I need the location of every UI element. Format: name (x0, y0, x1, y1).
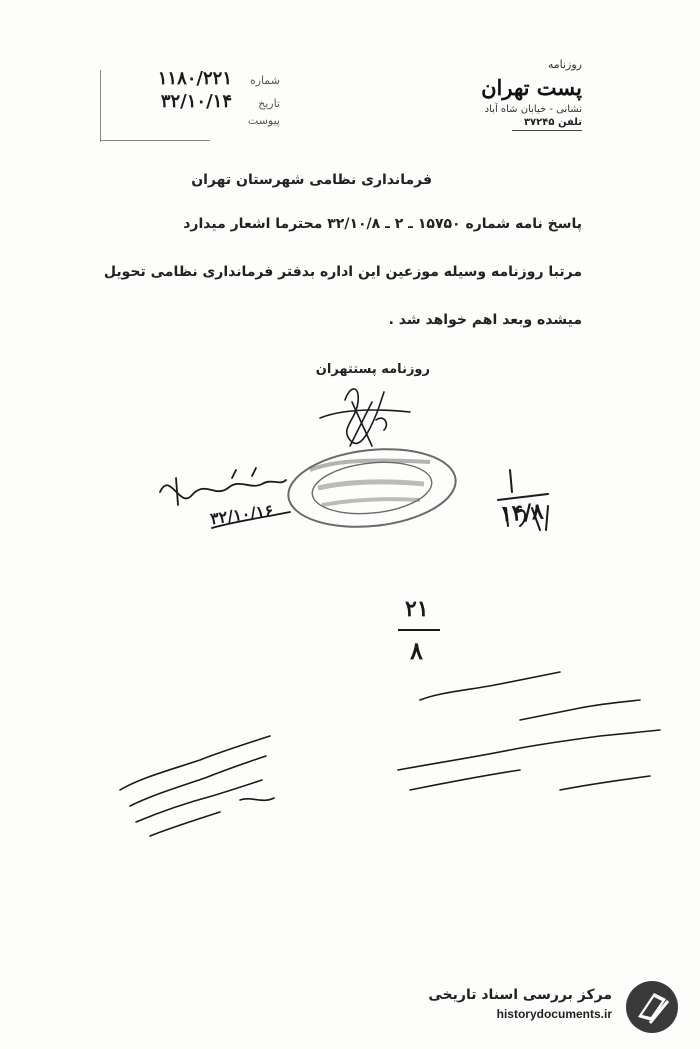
archive-watermark (380, 979, 680, 1039)
letterhead-address: نشانی - خیابان شاه آباد (484, 104, 582, 115)
bottom-left-note (120, 736, 274, 836)
rubber-stamp (284, 441, 459, 534)
handwritten-date-note: ۳۲/۱۰/۱۶ (208, 500, 275, 529)
addressee: فرمانداری نظامی شهرستان تهران (191, 172, 432, 188)
archive-url[interactable]: historydocuments.ir (496, 1007, 612, 1021)
letterhead-name: پست تهران (481, 75, 582, 100)
letterhead-label: روزنامه (547, 58, 582, 71)
reference-number-value: ۱۱۸۰/۲۲۱ (157, 68, 232, 89)
body-line-3: میشده وبعد اهم خواهد شد . (388, 312, 582, 328)
body-line-1: پاسخ نامه شماره ۱۵۷۵۰ ـ ۲ ـ ۳۲/۱۰/۸ محترما اشعار میدارد (183, 216, 582, 232)
signature-name: روزنامه پستتهران (315, 362, 430, 377)
signature-mark (320, 389, 410, 446)
reference-date-label: تاریخ (258, 97, 280, 110)
handwritten-fraction-bottom: ۸ (410, 636, 423, 665)
letterhead-phone: تلفن ۳۷۲۴۵ (523, 117, 582, 128)
archive-watermark-text (428, 987, 612, 1021)
reference-attachment-label: پیوست (247, 114, 280, 127)
archive-logo-icon (624, 979, 680, 1035)
reference-date-value: ۳۲/۱۰/۱۴ (160, 91, 232, 112)
handwritten-fraction-top: ۲۱ (405, 596, 429, 622)
handwritten-fraction-left: ۱۴/۸ (499, 498, 545, 528)
reference-number-label: شماره (249, 74, 280, 87)
body-line-2: مرتبا روزنامه وسیله موزعین این اداره بدفتر فرمانداری نظامی تحویل (103, 264, 582, 280)
archive-title: مرکز بررسی اسناد تاریخی (428, 987, 612, 1003)
bottom-right-note (398, 672, 660, 790)
